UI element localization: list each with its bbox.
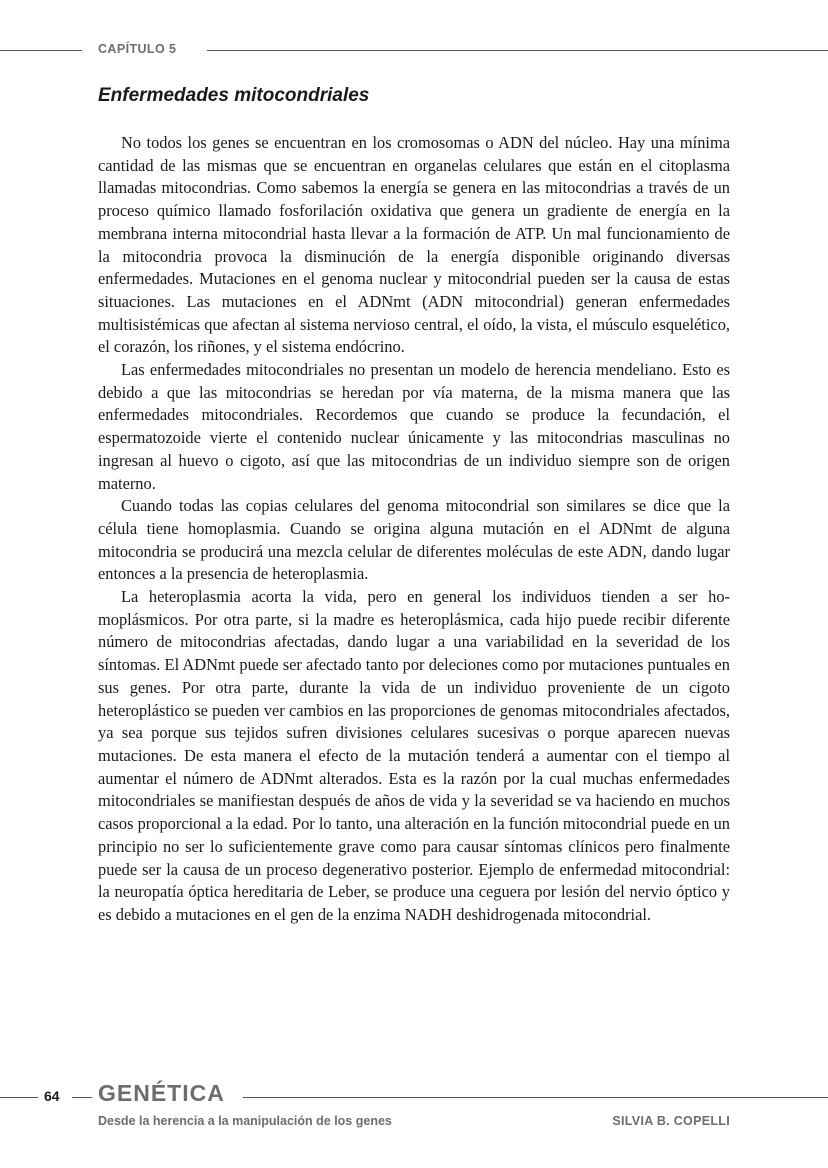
book-title: GENÉTICA xyxy=(98,1080,225,1106)
paragraph: Las enfermedades mitocondriales no presentan un modelo de herencia mendeliano. Esto es debido a que las mitocondrias se heredan por vía materna, de la misma manera que las enfermedades mitocondriales. Recordemos que cuando se produce la fecundación, el espermatozoide vierte el contenido nuclear únicamente y las mitocondrias masculinas no ingresan al huevo o cigoto, así que las mitocondrias de un individuo siempre son de origen materno. xyxy=(98,360,730,493)
section-title: Enfermedades mitocondriales xyxy=(98,85,370,106)
footer-rule-left xyxy=(0,1097,38,1098)
footer-rule-right xyxy=(243,1097,828,1098)
chapter-label: CAPÍTULO 5 xyxy=(98,42,177,56)
header-rule-left xyxy=(0,50,82,51)
footer-rule-mid xyxy=(72,1097,92,1098)
paragraph: La heteroplasmia acorta la vida, pero en general los individuos tienden a ser homoplásmicos. Por otra parte, si la madre es heteroplásmica, cada hijo puede recibir diferente número de mitocondrias afectadas, dando lugar a una variabilidad en la severidad de los síntomas. El ADNmt puede ser afectado tanto por deleciones como por mutaciones puntuales en sus genes. Por otra parte, durante la vida de un individuo proveniente de un cigoto heteroplástico se pueden ver cambios en las proporciones de genomas mitocondriales afectados, ya sea porque sus tejidos sufren divisiones celulares sucesivas o porque aparecen nuevas mutaciones. De esta manera el efecto de la mutación tenderá a aumentar con el tiempo al aumentar el número de ADNmt alterados. Esta es la razón por la cual muchas enfermedades mitocondriales se manifiestan después de años de vida y la severidad se va haciendo en muchos casos proporcional a la edad. Por lo tanto, una alteración en la función mitocondrial puede en un principio no ser lo suficientemente grave como para causar síntomas clínicos pero finalmente puede ser la causa de un proceso degenerativo posterior. Ejemplo de enfermedad mitocondrial: la neuropatía óptica hereditaria de Leber, se produce una ceguera por lesión del nervio óptico y es debido a mutaciones en el gen de la enzima NADH deshidrogenada mitocondrial. xyxy=(98,587,730,924)
paragraph: No todos los genes se encuentran en los cromosomas o ADN del núcleo. Hay una mínima cantidad de las mismas que se encuentran en organelas celulares que están en el citoplasma llamadas mitocondrias. Como sabemos la energía se genera en las mitocondrias a través de un proceso químico llamado fosforilación oxidativa que genera un gradiente de energía en la membrana interna mitocondrial hasta llevar a la formación de ATP. Un mal funcionamiento de la mitocondria provoca la disminución de la energía disponible originando diversas enfermedades. Mutaciones en el genoma nuclear y mitocondrial pueden ser la causa de estas situaciones. Las mutaciones en el ADNmt (ADN mitocondrial) generan enfermedades multisistémicas que afectan al sistema nervioso central, el oído, la vista, el músculo esquelético, el corazón, los riñones, y el sistema endócrino. xyxy=(98,133,730,357)
book-subtitle: Desde la herencia a la manipulación de los genes xyxy=(98,1114,392,1128)
page-number: 64 xyxy=(44,1088,60,1104)
paragraph: Cuando todas las copias celulares del genoma mitocondrial son similares se dice que la célula tiene homoplasmia. Cuando se origina alguna mutación en el ADNmt de alguna mitocondria se producirá una mezcla celular de diferentes moléculas de este ADN, dando lugar entonces a la presencia de heteroplasmia. xyxy=(98,496,730,584)
body-text xyxy=(98,132,730,927)
author-name: SILVIA B. COPELLI xyxy=(612,1114,730,1128)
header-rule-right xyxy=(207,50,828,51)
